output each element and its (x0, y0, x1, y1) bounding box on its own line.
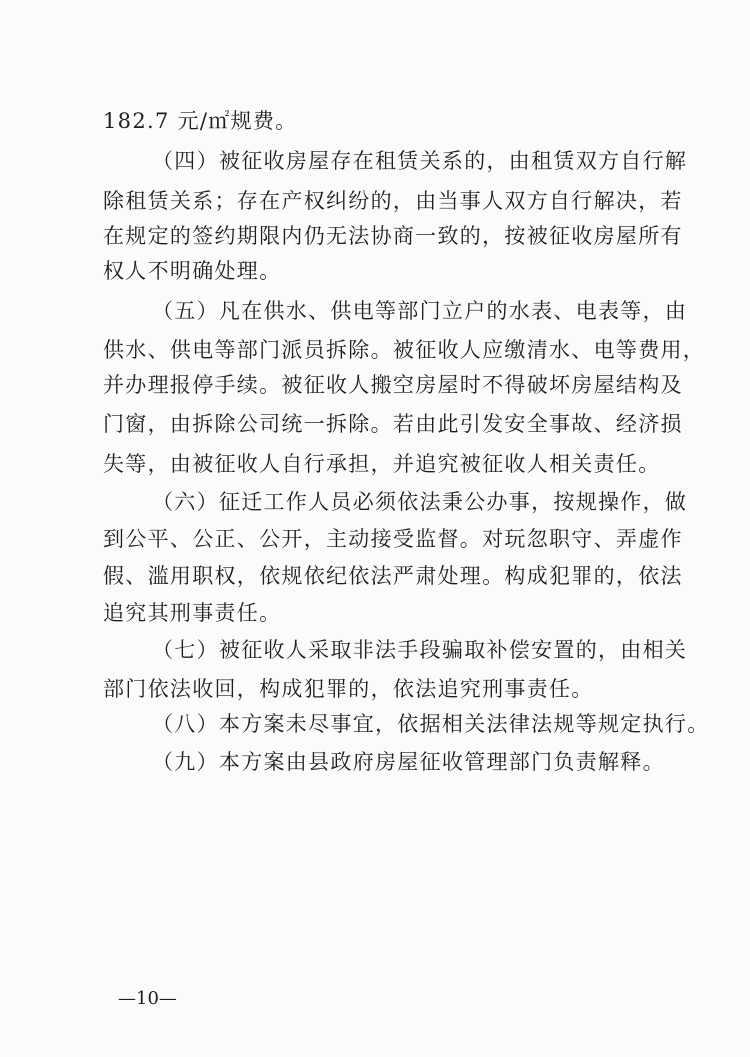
text-line-2: （四）被征收房屋存在租赁关系的，由租赁双方自行解 (152, 149, 688, 173)
text-line-3: 除租赁关系；存在产权纠纷的，由当事人双方自行解决，若 (103, 189, 683, 213)
text-line-17: （八）本方案未尽事宜，依据相关法律法规等规定执行。 (152, 712, 710, 736)
text-line-5: 权人不明确处理。 (103, 259, 282, 283)
text-line-13: 假、滥用职权，依规依纪依法严肃处理。构成犯罪的，依法 (103, 564, 683, 588)
text-line-14: 追究其刑事责任。 (103, 601, 282, 625)
text-line-6: （五）凡在供水、供电等部门立户的水表、电表等，由 (152, 299, 688, 323)
text-line-9: 门窗，由拆除公司统一拆除。若由此引发安全事故、经济损 (103, 412, 683, 436)
text-line-16: 部门依法收回，构成犯罪的，依法追究刑事责任。 (103, 677, 594, 701)
text-line-15: （七）被征收人采取非法手段骗取补偿安置的，由相关 (152, 638, 688, 662)
text-line-4: 在规定的签约期限内仍无法协商一致的，按被征收房屋所有 (103, 224, 683, 248)
text-line-18: （九）本方案由县政府房屋征收管理部门负责解释。 (152, 750, 665, 774)
text-line-12: 到公平、公正、公开，主动接受监督。对玩忽职守、弄虚作 (103, 527, 683, 551)
text-line-7: 供水、供电等部门派员拆除。被征收人应缴清水、电等费用， (103, 338, 706, 362)
text-line-11: （六）征迁工作人员必须依法秉公办事，按规操作，做 (152, 490, 688, 514)
text-line-8: 并办理报停手续。被征收人搬空房屋时不得破坏房屋结构及 (103, 373, 683, 397)
text-line-1: 182.7 元/㎡规费。 (103, 109, 298, 133)
text-line-10: 失等，由被征收人自行承担，并追究被征收人相关责任。 (103, 452, 661, 476)
page-number: —10— (118, 988, 177, 1009)
